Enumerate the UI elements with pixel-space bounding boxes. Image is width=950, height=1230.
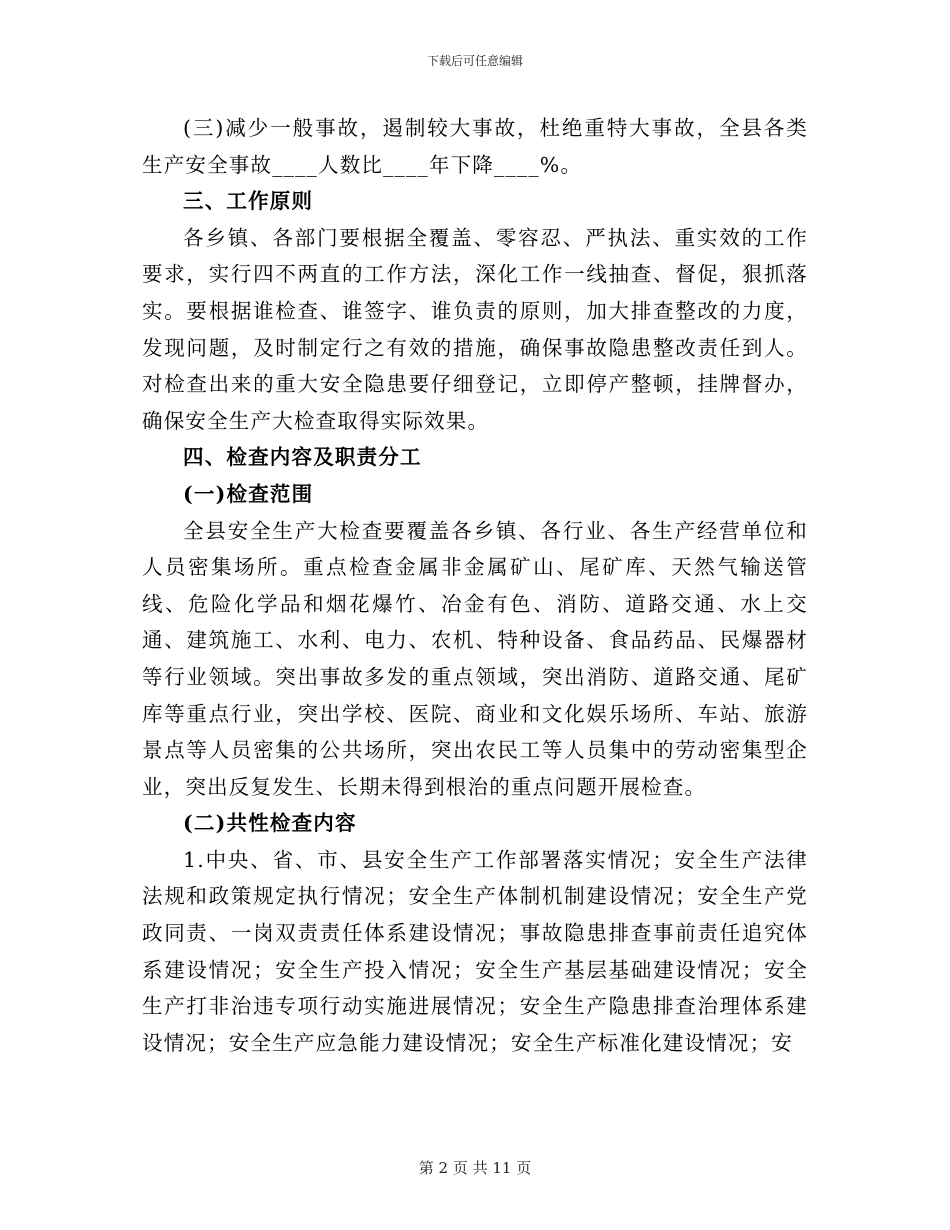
- paragraph-target-3: (三)减少一般事故，遏制较大事故，杜绝重特大事故，全县各类生产安全事故____人数比____年下降____%。: [142, 116, 808, 177]
- page-header-note: 下载后可任意编辑: [426, 54, 523, 68]
- paragraph-common-content-1: 1.中央、省、市、县安全生产工作部署落实情况；安全生产法律法规和政策规定执行情况；安全生产体制机制建设情况；安全生产党政同责、一岗双责责任体系建设情况；事故隐患排查事前责任追究体系建设情况；安全生产投入情况；安全生产基层基础建设情况；安全生产打非治违专项行动实施进展情况；安全生产隐患排查治理体系建设情况；安全生产应急能力建设情况；安全生产标准化建设情况；安: [142, 847, 808, 1055]
- heading-common-content: (二)共性检查内容: [183, 811, 357, 836]
- paragraph-work-principles: 各乡镇、各部门要根据全覆盖、零容忍、严执法、重实效的工作要求，实行四不两直的工作方法，深化工作一线抽查、督促，狠抓落实。要根据谁检查、谁签字、谁负责的原则，加大排查整改的力度，发现问题，及时制定行之有效的措施，确保事故隐患整改责任到人。对检查出来的重大安全隐患要仔细登记，立即停产整顿，挂牌督办，确保安全生产大检查取得实际效果。: [142, 225, 808, 433]
- heading-inspection-scope: (一)检查范围: [183, 481, 314, 506]
- document-body: [142, 110, 808, 1061]
- paragraph-inspection-scope: 全县安全生产大检查要覆盖各乡镇、各行业、各生产经营单位和人员密集场所。重点检查金属非金属矿山、尾矿库、天然气输送管线、危险化学品和烟花爆竹、冶金有色、消防、道路交通、水上交通、建筑施工、水利、电力、农机、特种设备、食品药品、民爆器材等行业领域。突出事故多发的重点领域，突出消防、道路交通、尾矿库等重点行业，突出学校、医院、商业和文化娱乐场所、车站、旅游景点等人员密集的公共场所，突出农民工等人员集中的劳动密集型企业，突出反复发生、长期未得到根治的重点问题开展检查。: [142, 518, 808, 799]
- heading-inspection-content: 四、检查内容及职责分工: [183, 445, 422, 470]
- page-footer-number: 第 2 页 共 11 页: [418, 1159, 532, 1177]
- heading-work-principles: 三、工作原则: [183, 189, 314, 214]
